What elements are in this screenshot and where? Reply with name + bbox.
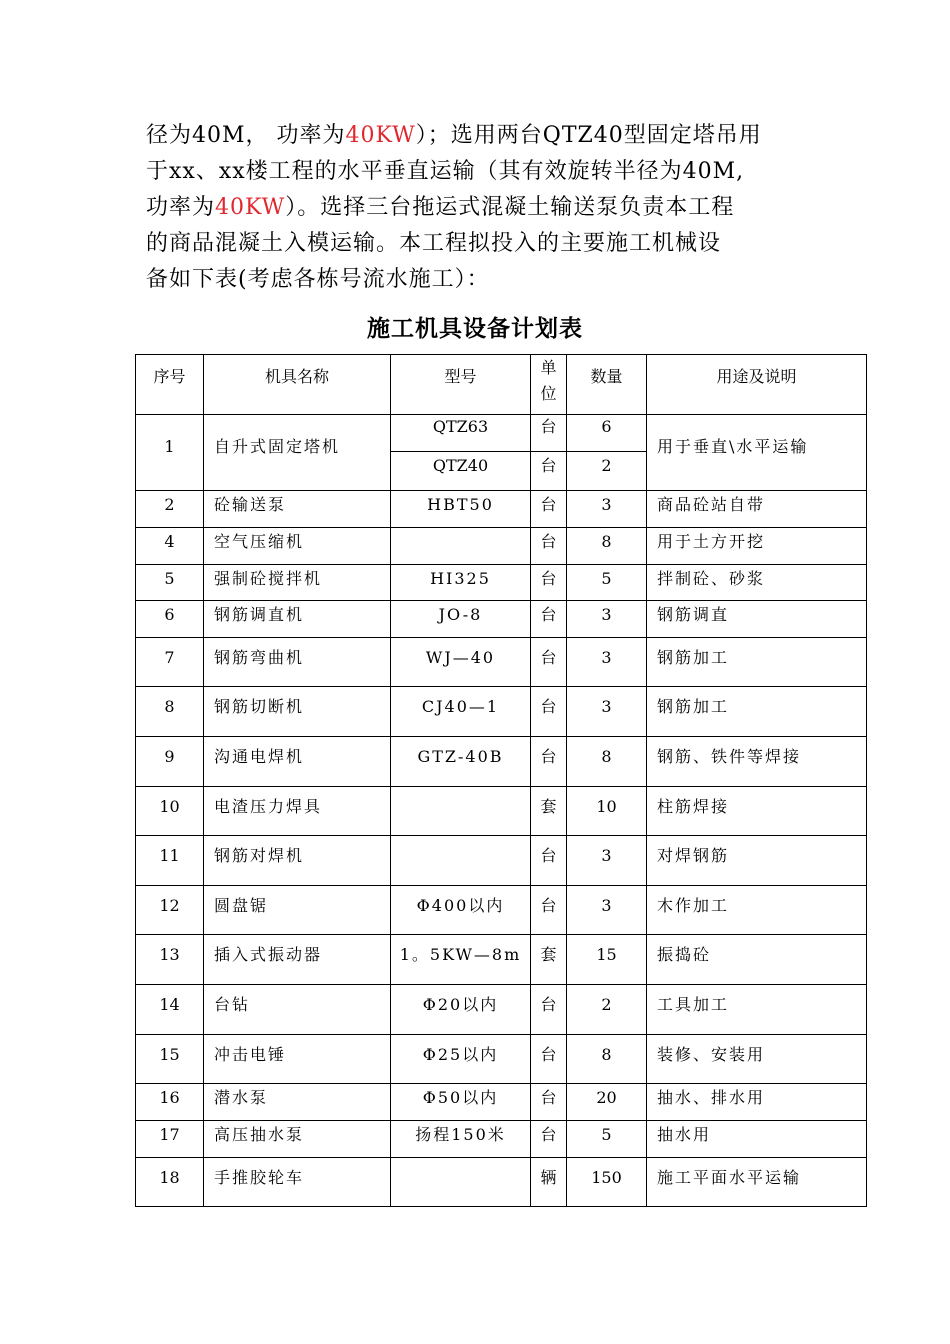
row-number-cell: 4 xyxy=(136,528,204,565)
quantity-cell: 8 xyxy=(567,1035,647,1084)
equipment-name-cell: 自升式固定塔机 xyxy=(204,415,391,491)
unit-cell: 台 xyxy=(531,415,567,452)
row-number-cell: 14 xyxy=(136,985,204,1035)
model-cell: HI325 xyxy=(391,565,531,601)
usage-cell: 柱筋焊接 xyxy=(647,787,867,836)
quantity-cell: 8 xyxy=(567,528,647,565)
equipment-name-cell: 钢筋调直机 xyxy=(204,601,391,638)
highlighted-power-value: 40KW xyxy=(215,195,286,220)
usage-cell: 钢筋调直 xyxy=(647,601,867,638)
equipment-name-cell: 手推胶轮车 xyxy=(204,1158,391,1207)
quantity-cell: 3 xyxy=(567,886,647,935)
equipment-name-cell: 强制砼搅拌机 xyxy=(204,565,391,601)
unit-cell: 套 xyxy=(531,935,567,985)
equipment-table xyxy=(135,354,867,1207)
quantity-cell: 10 xyxy=(567,787,647,836)
unit-cell: 台 xyxy=(531,836,567,886)
paragraph-text: ）；选用两台QTZ40型固定塔吊用 xyxy=(415,123,762,148)
row-number-cell: 6 xyxy=(136,601,204,638)
quantity-cell: 2 xyxy=(567,985,647,1035)
usage-cell: 施工平面水平运输 xyxy=(647,1158,867,1207)
model-cell: GTZ-40B xyxy=(391,737,531,787)
table-row xyxy=(136,415,867,452)
unit-cell: 台 xyxy=(531,687,567,737)
header-cell: 用途及说明 xyxy=(647,355,867,415)
unit-cell: 台 xyxy=(531,565,567,601)
quantity-cell: 5 xyxy=(567,1121,647,1158)
header-cell: 序号 xyxy=(136,355,204,415)
unit-cell: 台 xyxy=(531,1035,567,1084)
table-row xyxy=(136,1121,867,1158)
unit-cell: 台 xyxy=(531,601,567,638)
header-cell: 型号 xyxy=(391,355,531,415)
row-number-cell: 11 xyxy=(136,836,204,886)
table-row xyxy=(136,601,867,638)
row-number-cell: 2 xyxy=(136,491,204,528)
table-row xyxy=(136,787,867,836)
equipment-name-cell: 空气压缩机 xyxy=(204,528,391,565)
equipment-name-cell: 冲击电锤 xyxy=(204,1035,391,1084)
usage-cell: 钢筋、铁件等焊接 xyxy=(647,737,867,787)
usage-cell: 钢筋加工 xyxy=(647,687,867,737)
row-number-cell: 1 xyxy=(136,415,204,491)
equipment-name-cell: 钢筋对焊机 xyxy=(204,836,391,886)
table-row xyxy=(136,1158,867,1207)
model-cell xyxy=(391,787,531,836)
paragraph-line xyxy=(146,190,826,226)
model-cell: Φ20以内 xyxy=(391,985,531,1035)
model-cell xyxy=(391,528,531,565)
equipment-name-cell: 圆盘锯 xyxy=(204,886,391,935)
quantity-cell: 6 xyxy=(567,415,647,452)
quantity-cell: 3 xyxy=(567,836,647,886)
equipment-name-cell: 钢筋弯曲机 xyxy=(204,638,391,687)
usage-cell: 木作加工 xyxy=(647,886,867,935)
row-number-cell: 8 xyxy=(136,687,204,737)
row-number-cell: 5 xyxy=(136,565,204,601)
model-cell: HBT50 xyxy=(391,491,531,528)
table-header-row xyxy=(136,355,867,415)
usage-cell: 用于土方开挖 xyxy=(647,528,867,565)
model-cell: QTZ40 xyxy=(391,452,531,491)
quantity-cell: 3 xyxy=(567,601,647,638)
model-cell xyxy=(391,1158,531,1207)
equipment-name-cell: 电渣压力焊具 xyxy=(204,787,391,836)
header-cell: 数量 xyxy=(567,355,647,415)
table-row xyxy=(136,886,867,935)
header-cell: 机具名称 xyxy=(204,355,391,415)
quantity-cell: 15 xyxy=(567,935,647,985)
table-row xyxy=(136,985,867,1035)
model-cell: JO-8 xyxy=(391,601,531,638)
usage-cell: 振捣砼 xyxy=(647,935,867,985)
table-row xyxy=(136,638,867,687)
table-row xyxy=(136,491,867,528)
quantity-cell: 3 xyxy=(567,687,647,737)
model-cell: QTZ63 xyxy=(391,415,531,452)
model-cell: Φ25以内 xyxy=(391,1035,531,1084)
quantity-cell: 20 xyxy=(567,1084,647,1121)
model-cell: 1。5KW—8m xyxy=(391,935,531,985)
quantity-cell: 2 xyxy=(567,452,647,491)
row-number-cell: 12 xyxy=(136,886,204,935)
equipment-name-cell: 台钻 xyxy=(204,985,391,1035)
paragraph-text: 功率为 xyxy=(146,195,216,220)
row-number-cell: 7 xyxy=(136,638,204,687)
equipment-name-cell: 插入式振动器 xyxy=(204,935,391,985)
usage-cell: 抽水用 xyxy=(647,1121,867,1158)
unit-cell: 台 xyxy=(531,638,567,687)
model-cell xyxy=(391,836,531,886)
unit-cell: 台 xyxy=(531,985,567,1035)
unit-cell: 台 xyxy=(531,491,567,528)
equipment-name-cell: 砼输送泵 xyxy=(204,491,391,528)
equipment-name-cell: 钢筋切断机 xyxy=(204,687,391,737)
equipment-name-cell: 潜水泵 xyxy=(204,1084,391,1121)
quantity-cell: 8 xyxy=(567,737,647,787)
paragraph-text: ）。选择三台拖运式混凝土输送泵负责本工程 xyxy=(285,195,735,220)
row-number-cell: 16 xyxy=(136,1084,204,1121)
unit-cell: 台 xyxy=(531,737,567,787)
highlighted-power-value: 40KW xyxy=(345,123,416,148)
table-row xyxy=(136,1035,867,1084)
paragraph-line: 于xx、xx楼工程的水平垂直运输（其有效旋转半径为40M, xyxy=(146,159,745,184)
unit-cell: 辆 xyxy=(531,1158,567,1207)
paragraph-line: 备如下表(考虑各栋号流水施工）： xyxy=(146,267,490,292)
unit-cell: 台 xyxy=(531,1121,567,1158)
paragraph-line: 的商品混凝土入模运输。本工程拟投入的主要施工机械设 xyxy=(146,231,722,256)
unit-cell: 台 xyxy=(531,1084,567,1121)
row-number-cell: 13 xyxy=(136,935,204,985)
paragraph-line xyxy=(146,118,826,154)
intro-paragraph xyxy=(146,118,826,298)
row-number-cell: 15 xyxy=(136,1035,204,1084)
quantity-cell: 3 xyxy=(567,491,647,528)
usage-cell: 对焊钢筋 xyxy=(647,836,867,886)
usage-cell: 拌制砼、砂浆 xyxy=(647,565,867,601)
unit-cell: 台 xyxy=(531,886,567,935)
row-number-cell: 17 xyxy=(136,1121,204,1158)
model-cell: Φ50以内 xyxy=(391,1084,531,1121)
header-cell: 单 位 xyxy=(531,355,567,415)
table-row xyxy=(136,528,867,565)
model-cell: 扬程150米 xyxy=(391,1121,531,1158)
model-cell: CJ40—1 xyxy=(391,687,531,737)
quantity-cell: 3 xyxy=(567,638,647,687)
quantity-cell: 150 xyxy=(567,1158,647,1207)
usage-cell: 抽水、排水用 xyxy=(647,1084,867,1121)
table-row xyxy=(136,935,867,985)
usage-cell: 钢筋加工 xyxy=(647,638,867,687)
usage-cell: 装修、安装用 xyxy=(647,1035,867,1084)
table-row xyxy=(136,687,867,737)
model-cell: WJ—40 xyxy=(391,638,531,687)
unit-cell: 台 xyxy=(531,528,567,565)
row-number-cell: 18 xyxy=(136,1158,204,1207)
paragraph-text: 径为40M， 功率为 xyxy=(146,123,346,148)
table-row xyxy=(136,1084,867,1121)
quantity-cell: 5 xyxy=(567,565,647,601)
usage-cell: 用于垂直\水平运输 xyxy=(647,415,867,491)
equipment-name-cell: 高压抽水泵 xyxy=(204,1121,391,1158)
usage-cell: 工具加工 xyxy=(647,985,867,1035)
model-cell: Φ400以内 xyxy=(391,886,531,935)
table-row xyxy=(136,737,867,787)
row-number-cell: 9 xyxy=(136,737,204,787)
unit-cell: 套 xyxy=(531,787,567,836)
table-title: 施工机具设备计划表 xyxy=(367,315,583,342)
row-number-cell: 10 xyxy=(136,787,204,836)
table-row xyxy=(136,836,867,886)
unit-cell: 台 xyxy=(531,452,567,491)
table-row xyxy=(136,565,867,601)
equipment-name-cell: 沟通电焊机 xyxy=(204,737,391,787)
usage-cell: 商品砼站自带 xyxy=(647,491,867,528)
